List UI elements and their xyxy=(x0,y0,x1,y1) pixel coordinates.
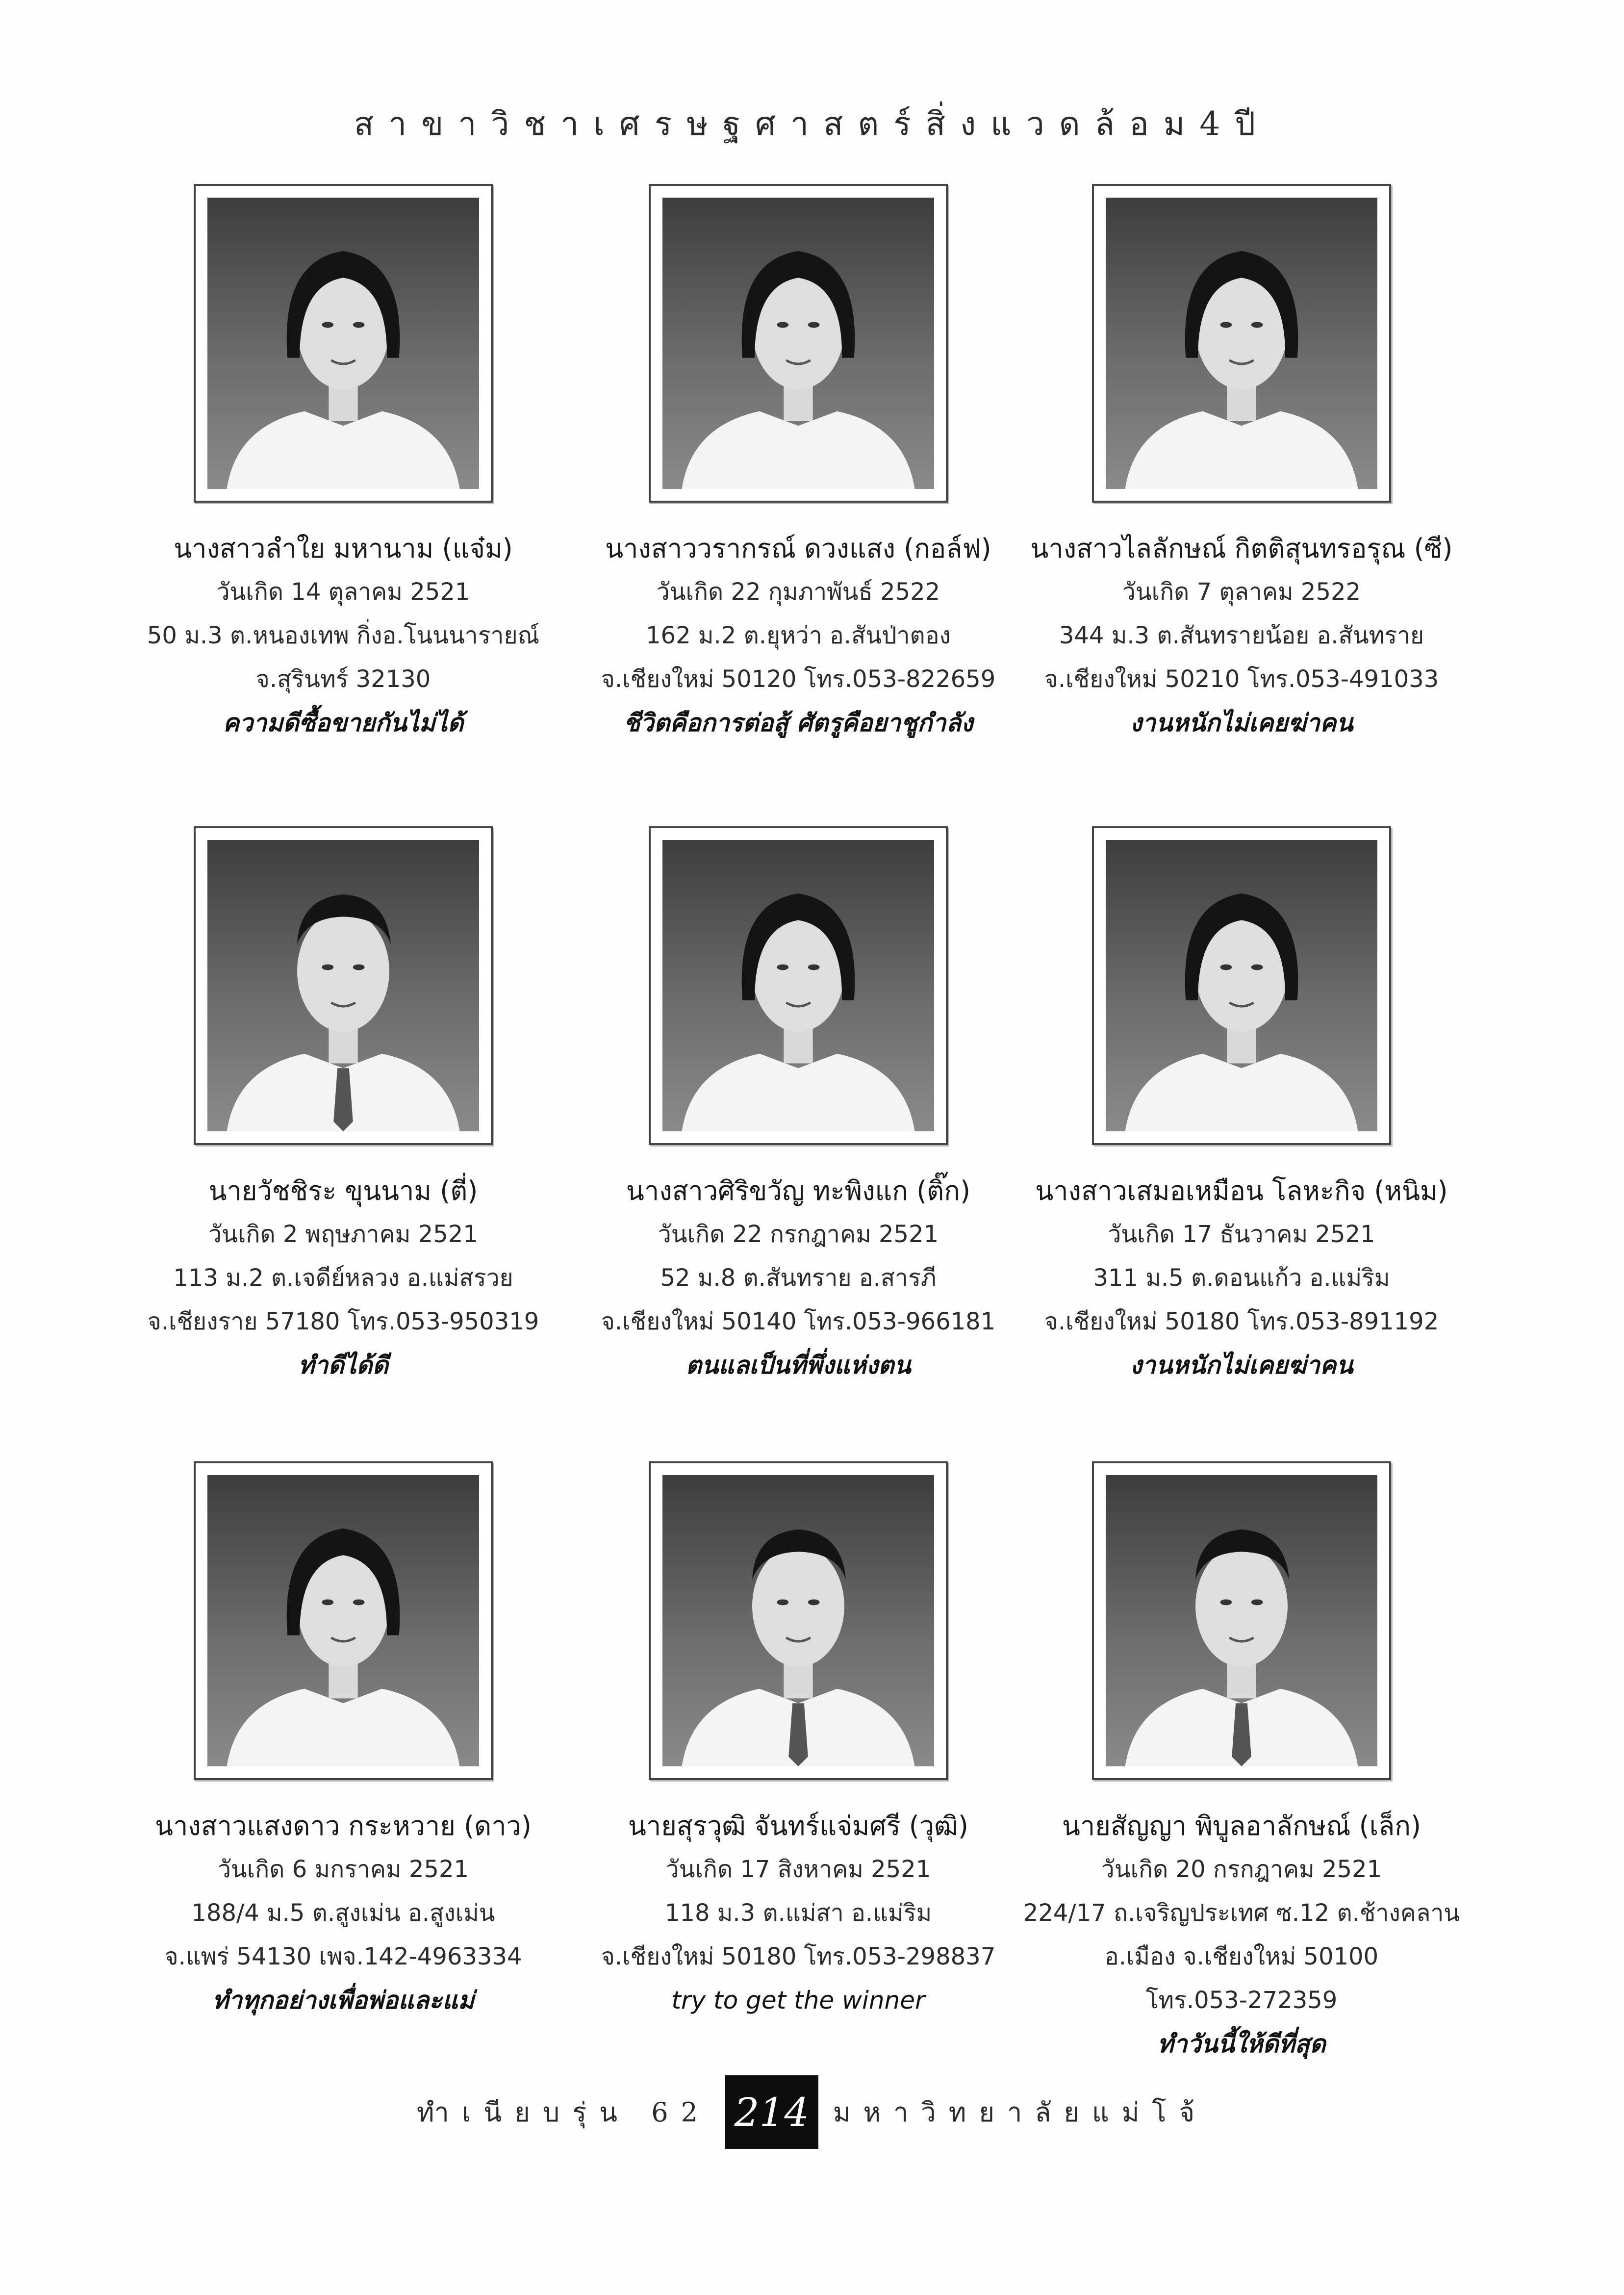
photo-placeholder xyxy=(1106,198,1377,489)
motto: ทำทุกอย่างเพื่อพ่อและแม่ xyxy=(212,1986,475,2014)
portrait-photo xyxy=(649,826,948,1145)
portrait-silhouette xyxy=(207,1475,479,1766)
portrait-photo xyxy=(649,184,948,503)
birth-date: วันเกิด 7 ตุลาคม 2522 xyxy=(1122,578,1361,606)
student-name: นางสาววรากรณ์ ดวงแสง (กอล์ฟ) xyxy=(605,533,991,564)
portrait-silhouette xyxy=(1106,840,1377,1131)
address-line: จ.เชียงใหม่ 50120 โทร.053-822659 xyxy=(601,665,996,693)
address-line: 224/17 ถ.เจริญประเทศ ซ.12 ต.ช้างคลาน xyxy=(1023,1899,1460,1927)
address-line: 162 ม.2 ต.ยุหว่า อ.สันป่าตอง xyxy=(646,622,951,649)
address-line: จ.เชียงใหม่ 50140 โทร.053-966181 xyxy=(601,1308,996,1335)
student-name: นางสาวลำใย มหานาม (แจ๋ม) xyxy=(174,533,513,564)
portrait-photo xyxy=(1092,1461,1391,1780)
photo-placeholder xyxy=(662,840,934,1131)
portrait-silhouette xyxy=(662,840,934,1131)
address-line: 311 ม.5 ต.ดอนแก้ว อ.แม่ริม xyxy=(1093,1264,1390,1292)
footer-yearbook-label: ทำเนียบรุ่น 62 xyxy=(416,2097,710,2128)
profile-card xyxy=(563,184,1034,745)
motto: งานหนักไม่เคยฆ่าคน xyxy=(1130,709,1353,737)
portrait-photo xyxy=(1092,826,1391,1145)
birth-date: วันเกิด 2 พฤษภาคม 2521 xyxy=(208,1221,478,1248)
photo-placeholder xyxy=(207,198,479,489)
photo-placeholder xyxy=(207,1475,479,1766)
page-number: 214 xyxy=(725,2075,818,2149)
profile-card xyxy=(1006,826,1477,1387)
birth-date: วันเกิด 20 กรกฎาคม 2521 xyxy=(1101,1856,1382,1883)
portrait-silhouette xyxy=(1106,198,1377,489)
profile-card xyxy=(108,184,579,745)
profile-card xyxy=(1006,184,1477,745)
address-line: จ.เชียงใหม่ 50180 โทร.053-298837 xyxy=(601,1943,996,1970)
address-line: จ.เชียงใหม่ 50210 โทร.053-491033 xyxy=(1044,665,1439,693)
motto: ชีวิตคือการต่อสู้ ศัตรูคือยาชูกำลัง xyxy=(623,709,973,737)
motto: try to get the winner xyxy=(671,1986,925,2014)
portrait-photo xyxy=(194,1461,493,1780)
motto: ทำดีได้ดี xyxy=(298,1351,388,1379)
birth-date: วันเกิด 17 ธันวาคม 2521 xyxy=(1108,1221,1375,1248)
address-line: 118 ม.3 ต.แม่สา อ.แม่ริม xyxy=(664,1899,932,1927)
portrait-silhouette xyxy=(662,1475,934,1766)
address-line: 344 ม.3 ต.สันทรายน้อย อ.สันทราย xyxy=(1059,622,1424,649)
page-footer xyxy=(0,2075,1624,2149)
student-name: นายวัชชิระ ขุนนาม (ตี่) xyxy=(208,1175,478,1206)
photo-placeholder xyxy=(1106,840,1377,1131)
birth-date: วันเกิด 14 ตุลาคม 2521 xyxy=(216,578,470,606)
address-line: จ.สุรินทร์ 32130 xyxy=(255,665,431,693)
address-line: จ.แพร่ 54130 เพจ.142-4963334 xyxy=(164,1943,522,1970)
motto: งานหนักไม่เคยฆ่าคน xyxy=(1130,1351,1353,1379)
birth-date: วันเกิด 22 กุมภาพันธ์ 2522 xyxy=(656,578,940,606)
photo-placeholder xyxy=(1106,1475,1377,1766)
motto: ตนแลเป็นที่พึ่งแห่งตน xyxy=(685,1351,911,1379)
birth-date: วันเกิด 6 มกราคม 2521 xyxy=(217,1856,469,1883)
address-line: 52 ม.8 ต.สันทราย อ.สารภี xyxy=(660,1264,937,1292)
profile-card xyxy=(563,1461,1034,2022)
address-line: อ.เมือง จ.เชียงใหม่ 50100 xyxy=(1104,1943,1379,1970)
phone-line: โทร.053-272359 xyxy=(1145,1987,1338,2014)
birth-date: วันเกิด 22 กรกฎาคม 2521 xyxy=(658,1221,939,1248)
portrait-silhouette xyxy=(1106,1475,1377,1766)
birth-date: วันเกิด 17 สิงหาคม 2521 xyxy=(665,1856,931,1883)
address-line: จ.เชียงใหม่ 50180 โทร.053-891192 xyxy=(1044,1308,1439,1335)
address-line: 50 ม.3 ต.หนองเทพ กิ่งอ.โนนนารายณ์ xyxy=(147,622,540,649)
address-line: 188/4 ม.5 ต.สูงเม่น อ.สูงเม่น xyxy=(191,1899,495,1927)
photo-placeholder xyxy=(207,840,479,1131)
portrait-photo xyxy=(194,184,493,503)
student-name: นางสาวศิริขวัญ ทะพิงแก (ติ๊ก) xyxy=(626,1175,971,1206)
page-title: สาขาวิชาเศรษฐศาสตร์สิ่งแวดล้อม4ปี xyxy=(354,105,1270,143)
footer-university-label: มหาวิทยาลัยแม่โจ้ xyxy=(833,2097,1208,2128)
portrait-photo xyxy=(1092,184,1391,503)
student-name: นางสาวเสมอเหมือน โลหะกิจ (หนิม) xyxy=(1035,1175,1448,1206)
portrait-photo xyxy=(649,1461,948,1780)
profile-card xyxy=(563,826,1034,1387)
student-name: นายสัญญา พิบูลอาลักษณ์ (เล็ก) xyxy=(1062,1810,1421,1841)
student-name: นายสุรวุฒิ จันทร์แจ่มศรี (วุฒิ) xyxy=(628,1810,968,1841)
motto: ทำวันนี้ให้ดีที่สุด xyxy=(1157,2030,1326,2058)
portrait-silhouette xyxy=(207,198,479,489)
address-line: 113 ม.2 ต.เจดีย์หลวง อ.แม่สรวย xyxy=(173,1264,513,1292)
portrait-silhouette xyxy=(662,198,934,489)
photo-placeholder xyxy=(662,198,934,489)
profile-card xyxy=(108,1461,579,2022)
student-name: นางสาวแสงดาว กระหวาย (ดาว) xyxy=(155,1810,532,1841)
motto: ความดีซื้อขายกันไม่ได้ xyxy=(223,709,464,737)
profile-card xyxy=(1006,1461,1477,2066)
portrait-photo xyxy=(194,826,493,1145)
portrait-silhouette xyxy=(207,840,479,1131)
student-name: นางสาวไลลักษณ์ กิตติสุนทรอรุณ (ซี) xyxy=(1030,533,1453,564)
address-line: จ.เชียงราย 57180 โทร.053-950319 xyxy=(147,1308,539,1335)
photo-placeholder xyxy=(662,1475,934,1766)
profile-card xyxy=(108,826,579,1387)
